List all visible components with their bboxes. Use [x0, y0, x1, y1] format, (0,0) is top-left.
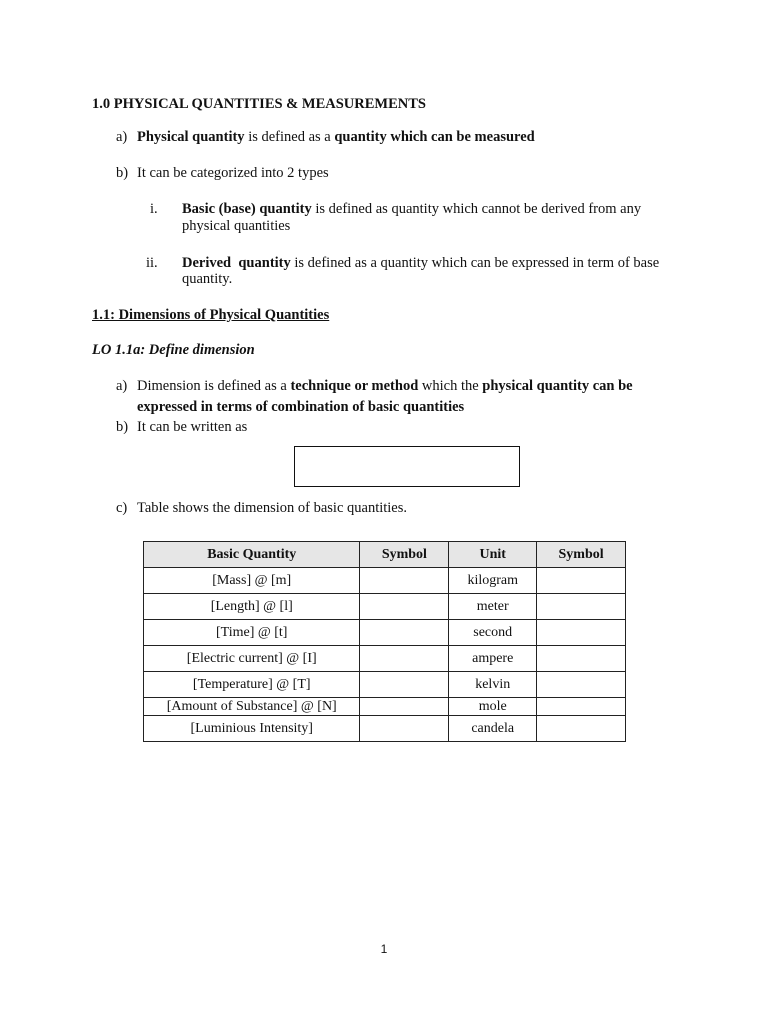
cell-quantity: [Amount of Substance] @ [N] — [144, 698, 360, 716]
cell-unit: meter — [449, 594, 537, 620]
basic-quantity-definition — [182, 201, 641, 218]
cell-unit-symbol — [537, 698, 626, 716]
dimension-bold-quantity: physical quantity can be — [482, 378, 633, 394]
cell-quantity: [Length] @ [l] — [144, 594, 360, 620]
table-intro-text: Table shows the dimension of basic quantities. — [137, 500, 408, 516]
table-row — [144, 672, 626, 698]
header-unit-symbol: Symbol — [537, 542, 626, 568]
page-number: 1 — [380, 942, 388, 956]
header-unit: Unit — [449, 542, 537, 568]
cell-unit-symbol — [537, 620, 626, 646]
table-header-row — [144, 542, 626, 568]
cell-quantity: [Electric current] @ [I] — [144, 646, 360, 672]
cell-unit: candela — [449, 716, 537, 742]
written-as-text: It can be written as — [137, 419, 248, 435]
term-basic-quantity: Basic (base) quantity — [182, 201, 312, 217]
page-title: 1.0 PHYSICAL QUANTITIES & MEASUREMENTS — [92, 96, 426, 112]
list-marker-b: b) — [116, 165, 129, 181]
cell-unit: kelvin — [449, 672, 537, 698]
cell-symbol — [360, 568, 449, 594]
derived-quantity-text: is defined as a quantity which can be expressed in term of base — [290, 255, 660, 271]
term-physical-quantity: Physical quantity — [137, 129, 245, 145]
list-marker-a: a) — [116, 129, 128, 145]
cell-unit-symbol — [537, 594, 626, 620]
term-derived-quantity: Derived quantity — [182, 255, 291, 271]
dimension-pre: Dimension is defined as a — [137, 378, 291, 394]
dim-marker-c: c) — [116, 500, 128, 516]
cell-unit-symbol — [537, 716, 626, 742]
learning-outcome-heading: LO 1.1a: Define dimension — [92, 342, 255, 358]
dimension-definition-line2: expressed in terms of combination of basic quantities — [137, 399, 465, 415]
cell-quantity: [Luminious Intensity] — [144, 716, 360, 742]
table-row — [144, 646, 626, 672]
dimension-mid: which the — [418, 378, 483, 394]
cell-unit-symbol — [537, 646, 626, 672]
cell-symbol — [360, 646, 449, 672]
cell-symbol — [360, 698, 449, 716]
dim-marker-b: b) — [116, 419, 129, 435]
dimension-definition — [137, 378, 633, 395]
definition-physical-quantity — [137, 129, 535, 146]
table-row — [144, 698, 626, 716]
dimension-notation-box — [294, 446, 520, 487]
basic-quantities-table — [143, 541, 626, 742]
table-row — [144, 568, 626, 594]
sub-marker-ii: ii. — [146, 255, 158, 271]
cell-symbol — [360, 594, 449, 620]
basic-quantity-line2: physical quantities — [182, 218, 291, 234]
section-heading: 1.1: Dimensions of Physical Quantities — [92, 307, 330, 323]
cell-symbol — [360, 620, 449, 646]
sub-marker-i: i. — [150, 201, 158, 217]
cell-unit-symbol — [537, 568, 626, 594]
table-row — [144, 594, 626, 620]
table-row — [144, 620, 626, 646]
cell-quantity: [Temperature] @ [T] — [144, 672, 360, 698]
cell-unit-symbol — [537, 672, 626, 698]
categorized-text: It can be categorized into 2 types — [137, 165, 329, 181]
cell-unit: ampere — [449, 646, 537, 672]
basic-quantity-text: is defined as quantity which cannot be derived from any — [311, 201, 642, 217]
dimension-bold-technique: technique or method — [290, 378, 419, 394]
dim-marker-a: a) — [116, 378, 128, 394]
cell-quantity: [Mass] @ [m] — [144, 568, 360, 594]
header-symbol: Symbol — [360, 542, 449, 568]
derived-quantity-definition — [182, 255, 659, 272]
definition-text: quantity which can be measured — [334, 129, 535, 145]
cell-unit: kilogram — [449, 568, 537, 594]
header-basic-quantity: Basic Quantity — [144, 542, 360, 568]
cell-quantity: [Time] @ [t] — [144, 620, 360, 646]
table-row — [144, 716, 626, 742]
cell-symbol — [360, 716, 449, 742]
cell-symbol — [360, 672, 449, 698]
cell-unit: second — [449, 620, 537, 646]
derived-quantity-line2: quantity. — [182, 271, 233, 287]
cell-unit: mole — [449, 698, 537, 716]
definition-connector: is defined as a — [244, 129, 335, 145]
